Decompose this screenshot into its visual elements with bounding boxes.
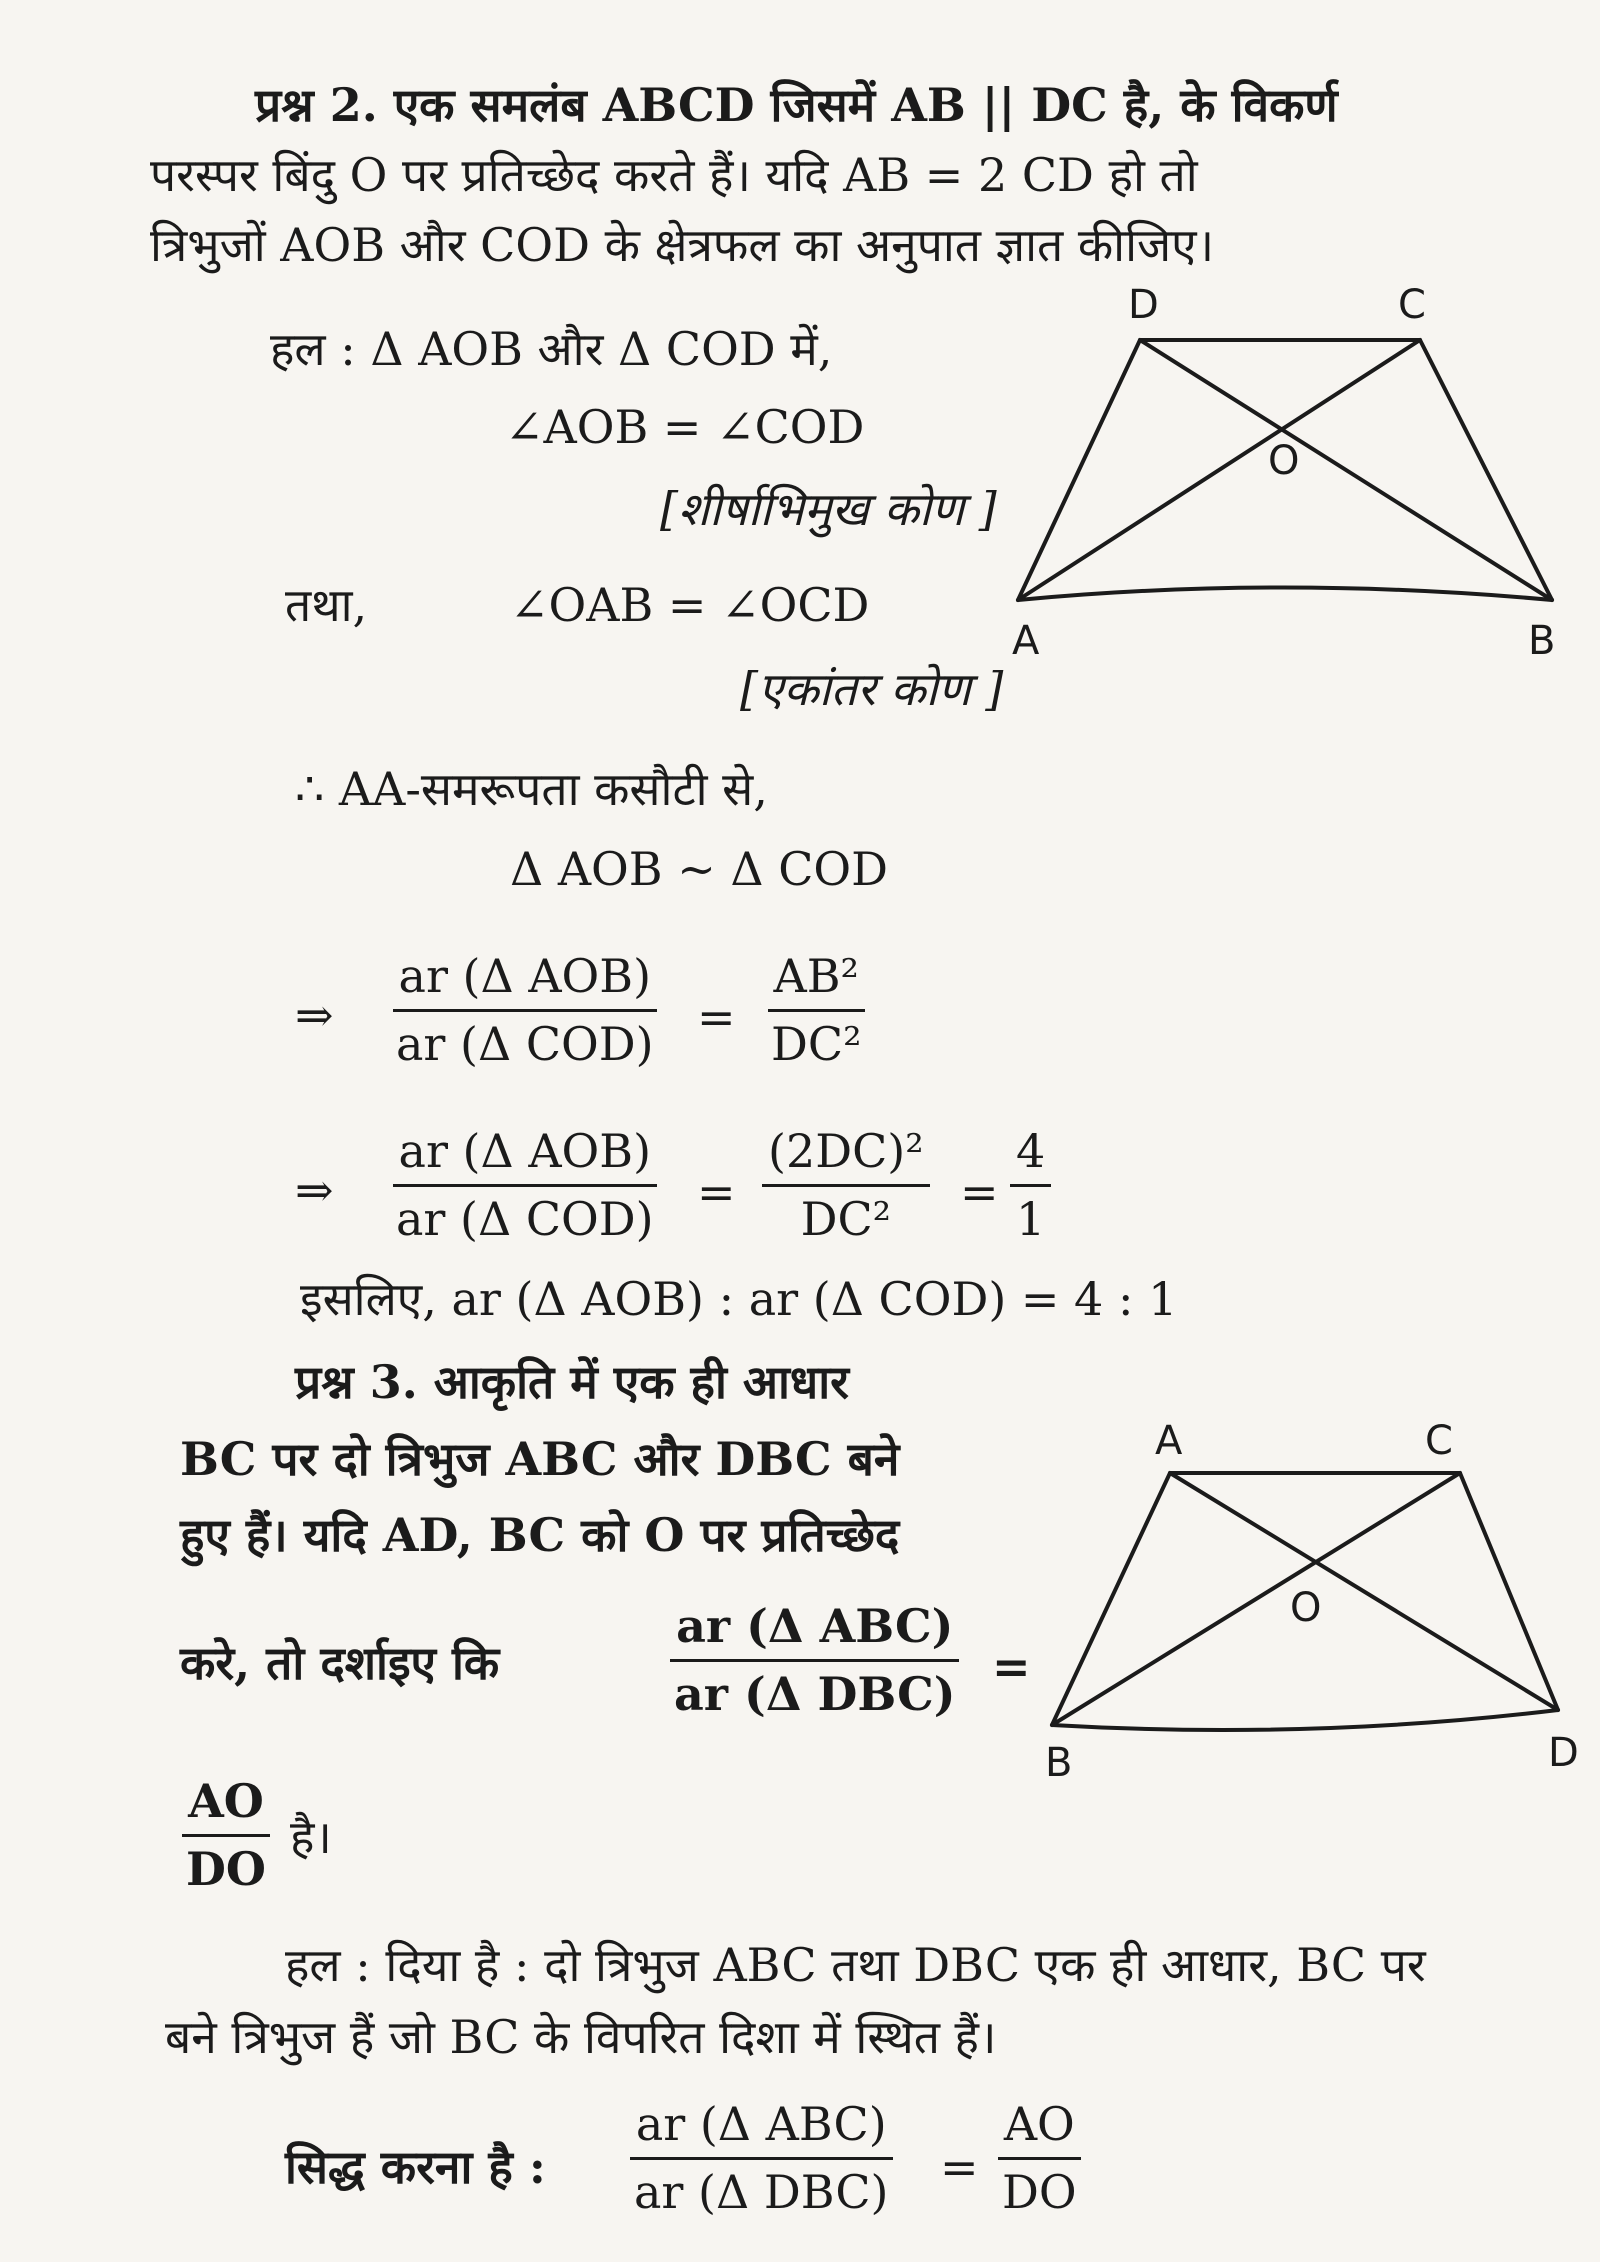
q3-equals-sign: = [992,1640,1031,1694]
q3-line-3: हुए हैं। यदि AD, BC को O पर प्रतिच्छेद [180,1508,900,1562]
side-ratio-numerator: AB² [768,950,865,1012]
q3-line-2: BC पर दो त्रिभुज ABC और DBC बने [180,1432,900,1486]
sol3-given: हल : दिया है : दो त्रिभुज ABC तथा DBC एक ही आधार, BC पर [285,1938,1426,1992]
sol2-also: तथा, [285,578,368,632]
q3-segment-ratio-denominator: DO [186,1841,266,1896]
vertex-label-a: A [1155,1418,1183,1464]
q2-line-1: प्रश्न 2. एक समलंब ABCD जिसमें AB || DC है, के विकर्ण [255,78,1338,132]
q3-segment-ratio-fraction [180,1775,272,1896]
area-ratio-fraction-1 [390,950,660,1071]
side-ratio-fraction-2 [762,1125,930,1246]
vertex-label-a: A [1012,618,1040,664]
result-denominator: 1 [1016,1191,1046,1246]
sol2-reason-vertical-angles: [शीर्षाभिमुख कोण ] [660,482,997,536]
sol2-eq-angle-aob: ∠AOB = ∠COD [505,400,865,454]
implies-symbol-2: ⇒ [295,1163,334,1217]
vertex-label-d: D [1548,1730,1579,1776]
vertex-label-b: B [1528,618,1556,664]
q3-area-ratio-denominator: ar (Δ DBC) [674,1666,956,1721]
sol3-segment-ratio-fraction [996,2098,1083,2219]
vertex-label-c: C [1398,282,1426,328]
vertex-label-c: C [1425,1418,1453,1464]
result-numerator: 4 [1010,1125,1051,1187]
vertex-label-o: O [1268,438,1300,484]
side-ratio-numerator: (2DC)² [762,1125,930,1187]
q3-line-1: प्रश्न 3. आकृति में एक ही आधार [295,1355,849,1409]
area-ratio-numerator: ar (Δ AOB) [393,950,658,1012]
equals-sign-1: = [697,990,736,1044]
sol2-intro: हल : Δ AOB और Δ COD में, [270,322,833,376]
q3-end: है। [290,1810,332,1864]
area-ratio-fraction-2 [390,1125,660,1246]
q2-line-3: त्रिभुजों AOB और COD के क्षेत्रफल का अनुपात ज्ञात कीजिए। [150,218,1214,272]
sol2-criterion: ∴ AA-समरूपता कसौटी से, [295,762,768,816]
sol2-eq-angle-oab: ∠OAB = ∠OCD [510,578,870,632]
q3-area-ratio-fraction [668,1600,962,1721]
side-ratio-fraction-1 [765,950,868,1071]
area-ratio-denominator: ar (Δ COD) [396,1016,654,1071]
sol2-conclusion: इसलिए, ar (Δ AOB) : ar (Δ COD) = 4 : 1 [300,1272,1178,1326]
sol3-given-continued: बने त्रिभुज हैं जो BC के विपरित दिशा में स्थित हैं। [165,2010,997,2064]
vertex-label-d: D [1128,282,1159,328]
q3-segment-ratio-numerator: AO [182,1775,270,1837]
vertex-label-o: O [1290,1585,1322,1631]
sol3-equals-sign: = [940,2140,979,2194]
sol3-segment-ratio-numerator: AO [998,2098,1081,2160]
area-ratio-numerator: ar (Δ AOB) [393,1125,658,1187]
q2-line-2: परस्पर बिंदु O पर प्रतिच्छेद करते हैं। यदि AB = 2 CD हो तो [150,148,1198,202]
area-ratio-denominator: ar (Δ COD) [396,1191,654,1246]
equals-sign-3: = [960,1165,999,1219]
q3-area-ratio-numerator: ar (Δ ABC) [670,1600,959,1662]
sol2-reason-alternate-angles: [एकांतर कोण ] [740,662,1004,716]
sol3-to-prove: सिद्ध करना है : [285,2140,546,2194]
sol3-segment-ratio-denominator: DO [1002,2164,1077,2219]
side-ratio-denominator: DC² [800,1191,892,1246]
result-fraction [1010,1125,1051,1246]
sol3-area-ratio-fraction [628,2098,895,2219]
side-ratio-denominator: DC² [771,1016,862,1071]
equals-sign-2: = [697,1165,736,1219]
sol3-area-ratio-numerator: ar (Δ ABC) [630,2098,893,2160]
sol3-area-ratio-denominator: ar (Δ DBC) [634,2164,889,2219]
vertex-label-b: B [1045,1740,1073,1786]
implies-symbol-1: ⇒ [295,988,334,1042]
q3-line-4: करे, तो दर्शाइए कि [180,1636,500,1690]
sol2-similarity: Δ AOB ~ Δ COD [510,842,888,896]
